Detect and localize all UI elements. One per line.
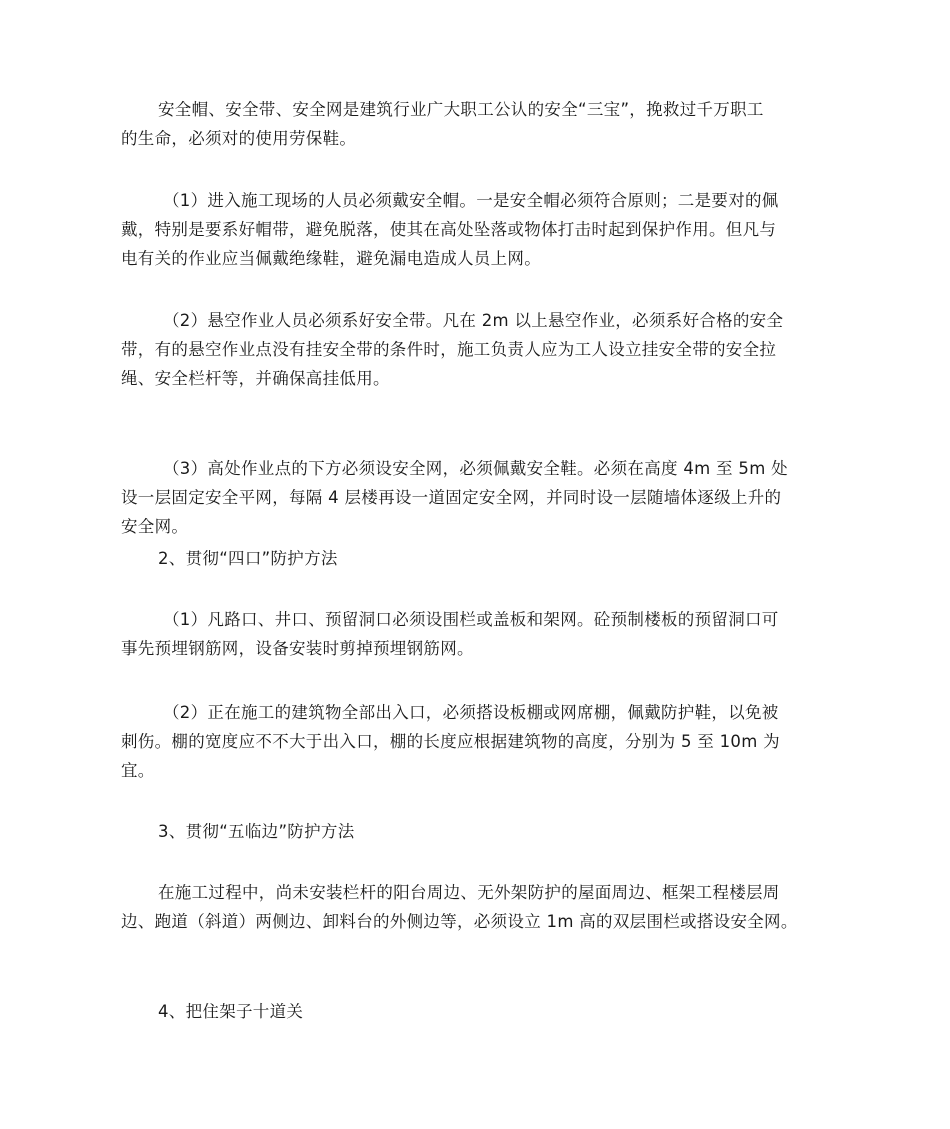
paragraph-line: （1）进入施工现场的人员必须戴安全帽。一是安全帽必须符合原则；二是要对的佩: [163, 191, 779, 210]
paragraph-line: （1）凡路口、井口、预留洞口必须设围栏或盖板和架网。砼预制楼板的预留洞口可: [163, 610, 779, 629]
paragraph-line: 戴，特别是要系好帽带，避免脱落，使其在高处坠落或物体打击时起到保护作用。但凡与: [121, 220, 777, 239]
paragraph-line: 事先预埋钢筋网，设备安装时剪掉预埋钢筋网。: [121, 639, 474, 658]
paragraph-line: （2）正在施工的建筑物全部出入口，必须搭设板棚或网席棚，佩戴防护鞋，以免被: [163, 703, 779, 722]
paragraph-line: 安全帽、安全带、安全网是建筑行业广大职工公认的安全“三宝”，挽救过千万职工: [158, 100, 764, 119]
paragraph-line: 的生命，必须对的使用劳保鞋。: [121, 129, 357, 148]
paragraph-line: 设一层固定安全平网，每隔 4 层楼再设一道固定安全网，并同时设一层随墙体逐级上升的: [121, 488, 782, 507]
section-heading-five-edges: 3、贯彻“五临边”防护方法: [158, 822, 355, 841]
paragraph-safety-net: [121, 454, 833, 541]
paragraph-line: 安全网。: [121, 517, 189, 536]
paragraph-line: 电有关的作业应当佩戴绝缘鞋，避免漏电造成人员上网。: [121, 249, 541, 268]
paragraph-line: 宜。: [121, 761, 155, 780]
paragraph-line: 刺伤。棚的宽度应不不大于出入口，棚的长度应根据建筑物的高度，分别为 5 至 10m 为: [121, 732, 780, 751]
paragraph-openings-railing: [121, 605, 833, 663]
section-heading-scaffold-checks: 4、把住架子十道关: [158, 1002, 304, 1021]
paragraph-entrance-shed: [121, 698, 833, 785]
paragraph-safety-belt: [121, 306, 833, 393]
paragraph-safety-helmet: [121, 186, 833, 273]
paragraph-edge-protection: [121, 878, 833, 936]
section-heading-four-openings: 2、贯彻“四口”防护方法: [158, 549, 338, 568]
paragraph-line: 带，有的悬空作业点没有挂安全带的条件时，施工负责人应为工人设立挂安全带的安全拉: [121, 340, 777, 359]
paragraph-line: 边、跑道（斜道）两侧边、卸料台的外侧边等，必须设立 1m 高的双层围栏或搭设安全网。: [121, 912, 798, 931]
paragraph-line: （3）高处作业点的下方必须设安全网，必须佩戴安全鞋。必须在高度 4m 至 5m 处: [163, 459, 788, 478]
paragraph-safety-three-treasures: [121, 95, 833, 153]
paragraph-line: （2）悬空作业人员必须系好安全带。凡在 2m 以上悬空作业，必须系好合格的安全: [163, 311, 784, 330]
paragraph-line: 在施工过程中，尚未安装栏杆的阳台周边、无外架防护的屋面周边、框架工程楼层周: [158, 883, 780, 902]
paragraph-line: 绳、安全栏杆等，并确保高挂低用。: [121, 369, 390, 388]
